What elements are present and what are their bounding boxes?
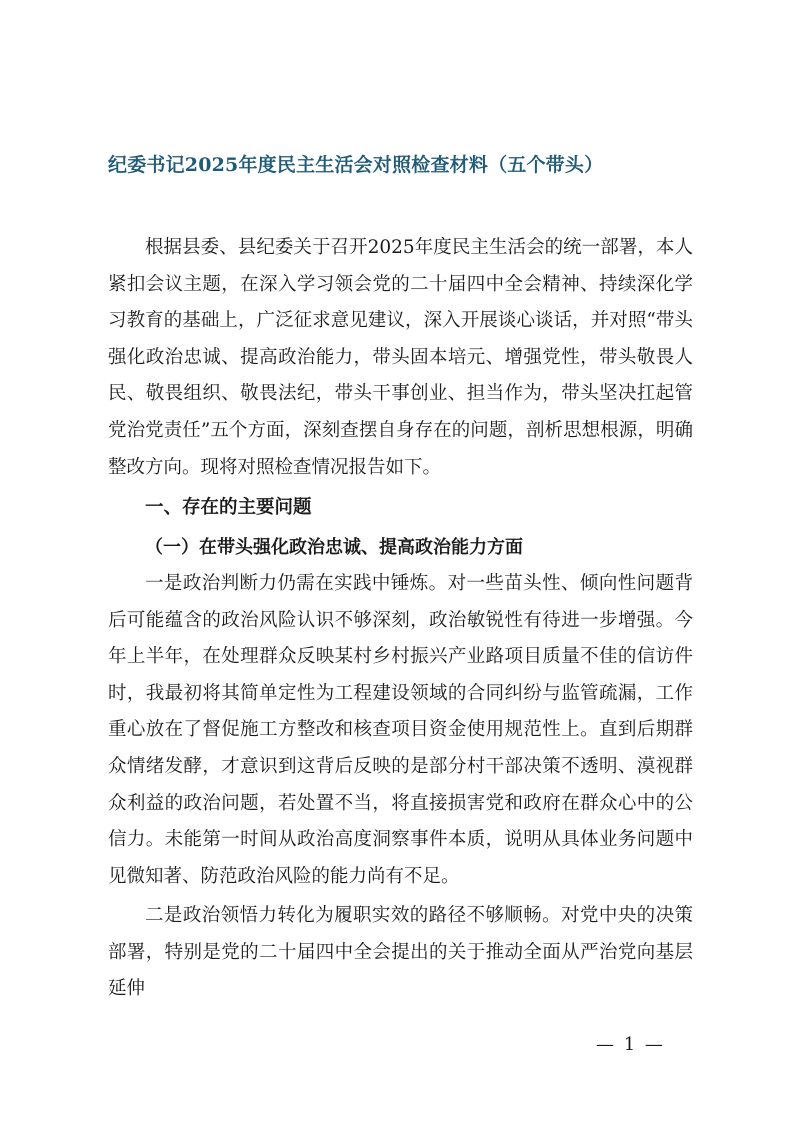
section-heading: 一、存在的主要问题 [145, 497, 312, 518]
body-paragraph-2: 二是政治领悟力转化为履职实效的路径不够顺畅。对党中央的决策部署，特别是党的二十届四中全会提出的关于推动全面从严治党向基层延伸 [108, 905, 693, 1000]
page-title: 纪委书记2025年度民主生活会对照检查材料（五个带头） [108, 154, 604, 176]
intro-paragraph: 根据县委、县纪委关于召开2025年度民主生活会的统一部署，本人紧扣会议主题，在深入学习领会党的二十届四中全会精神、持续深化学习教育的基础上，广泛征求意见建议，深入开展谈心谈话，并对照“带头强化政治忠诚、提高政治能力，带头固本培元、增强党性，带头敬畏人民、敬畏组织、敬畏法纪，带头干事创业、担当作为，带头坚决扛起管党治党责任”五个方面，深刻查摆自身存在的问题，剖析思想根源，明确整改方向。现将对照检查情况报告如下。 [108, 237, 693, 478]
page-number: — 1 — [596, 1034, 665, 1055]
subsection-heading: （一）在带头强化政治忠诚、提高政治能力方面 [145, 537, 523, 558]
body-paragraph-1: 一是政治判断力仍需在实践中锤炼。对一些苗头性、倾向性问题背后可能蕴含的政治风险认识不够深刻，政治敏锐性有待进一步增强。今年上半年，在处理群众反映某村乡村振兴产业路项目质量不佳的信访件时，我最初将其简单定性为工程建设领域的合同纠纷与监管疏漏，工作重心放在了督促施工方整改和核查项目资金使用规范性上。直到后期群众情绪发酵，才意识到这背后反映的是部分村干部决策不透明、漠视群众利益的政治问题，若处置不当，将直接损害党和政府在群众心中的公信力。未能第一时间从政治高度洞察事件本质，说明从具体业务问题中见微知著、防范政治风险的能力尚有不足。 [108, 573, 693, 887]
